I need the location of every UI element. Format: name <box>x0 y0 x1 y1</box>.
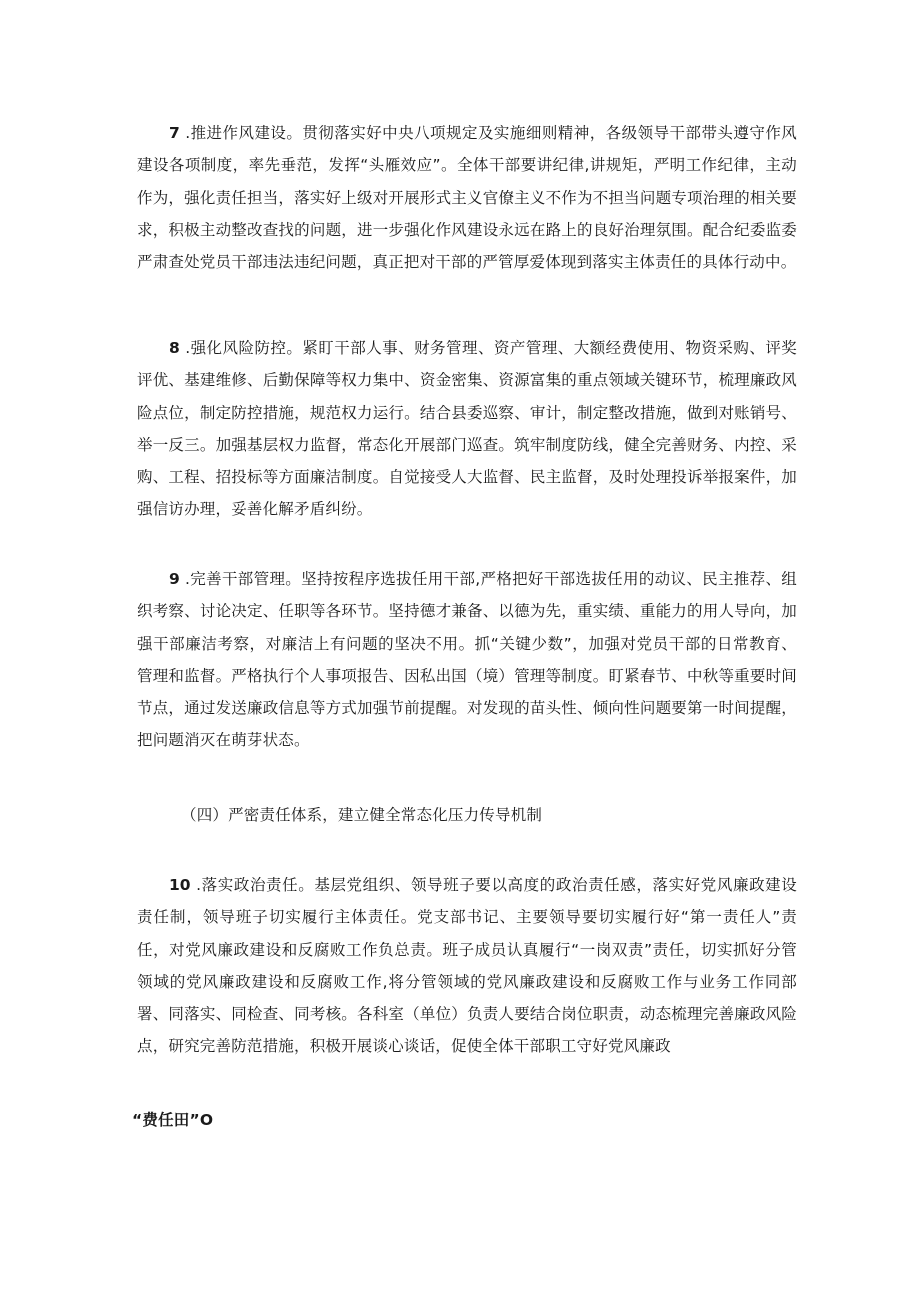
paragraph-text: .完善干部管理。坚持按程序选拔任用干部,严格把好干部选拔任用的动议、民主推荐、组织考察、讨论决定、任职等各环节。坚持德才兼备、以德为先，重实绩、重能力的用人导向，加强干部廉洁考察，对廉洁上有问题的坚决不用。抓“关键少数”，加强对党员干部的日常教育、管理和监督。严格执行个人事项报告、因私出国（境）管理等制度。盯紧春节、中秋等重要时间节点，通过发送廉政信息等方式加强节前提醒。对发现的苗头性、倾向性问题要第一时间提醒，把问题消灭在萌芽状态。 <box>137 570 797 750</box>
paragraph-text: .落实政治责任。基层党组织、领导班子要以高度的政治责任感，落实好党风廉政建设责任制，领导班子切实履行主体责任。党支部书记、主要领导要切实履行好“第一责任人”责任，对党风廉政建设和反腐败工作负总责。班子成员认真履行“一岗双责”责任，切实抓好分管领域的党风廉政建设和反腐败工作,将分管领域的党风廉政建设和反腐败工作与业务工作同部署、同落实、同检查、同考核。各科室（单位）负责人要结合岗位职责，动态梳理完善廉政风险点，研究完善防范措施，积极开展谈心谈话，促使全体干部职工守好党风廉政 <box>137 876 797 1056</box>
paragraph-10 <box>137 869 797 1063</box>
paragraph-8 <box>137 332 797 526</box>
paragraph-number: 8 <box>169 339 180 357</box>
paragraph-number: 10 <box>169 876 191 894</box>
paragraph-text: .强化风险防控。紧盯干部人事、财务管理、资产管理、大额经费使用、物资采购、评奖评优、基建维修、后勤保障等权力集中、资金密集、资源富集的重点领域关键环节，梳理廉政风险点位，制定防控措施，规范权力运行。结合县委巡察、审计，制定整改措施，做到对账销号、举一反三。加强基层权力监督，常态化开展部门巡查。筑牢制度防线，健全完善财务、内控、采购、工程、招投标等方面廉洁制度。自觉接受人大监督、民主监督，及时处理投诉举报案件，加强信访办理，妥善化解矛盾纠纷。 <box>137 339 797 519</box>
paragraph-7 <box>137 117 797 278</box>
paragraph-text: .推进作风建设。贯彻落实好中央八项规定及实施细则精神，各级领导干部带头遵守作风建设各项制度，率先垂范，发挥“头雁效应”。全体干部要讲纪律,讲规矩，严明工作纪律，主动作为，强化责任担当，落实好上级对开展形式主义官僚主义不作为不担当问题专项治理的相关要求，积极主动整改查找的问题，进一步强化作风建设永远在路上的良好治理氛围。配合纪委监委严肃查处党员干部违法违纪问题，真正把对干部的严管厚爱体现到落实主体责任的具体行动中。 <box>137 124 797 272</box>
paragraph-number: 7 <box>169 124 180 142</box>
trailing-text: “费任田”O <box>132 1111 214 1129</box>
paragraph-number: 9 <box>169 570 180 588</box>
section-heading: （四）严密责任体系，建立健全常态化压力传导机制 <box>181 806 543 824</box>
paragraph-9 <box>137 563 797 757</box>
